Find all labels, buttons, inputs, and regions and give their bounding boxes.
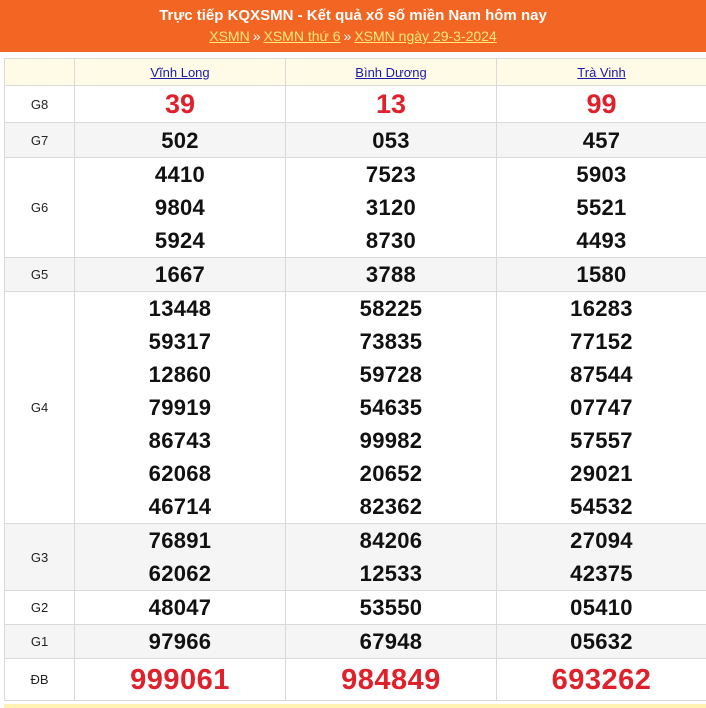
breadcrumb-separator: » xyxy=(343,28,352,44)
result-cell xyxy=(497,258,706,292)
result-cell xyxy=(497,591,706,625)
province-link-binh-duong[interactable]: Bình Dương xyxy=(355,64,427,80)
province-link-vinh-long[interactable]: Vĩnh Long xyxy=(150,64,210,80)
corner-cell xyxy=(5,59,75,86)
result-number: 29021 xyxy=(570,461,633,486)
prize-row-g1 xyxy=(5,625,706,659)
result-cell xyxy=(497,158,706,258)
result-number: 48047 xyxy=(148,595,212,620)
result-number: 05632 xyxy=(570,629,633,654)
result-cell xyxy=(75,86,286,123)
result-number: 05410 xyxy=(570,595,633,620)
page-header xyxy=(0,0,706,52)
prize-row-special xyxy=(5,659,706,701)
result-cell xyxy=(286,524,497,591)
result-number: 67948 xyxy=(359,629,423,654)
result-number: 62068 xyxy=(148,461,212,486)
province-header xyxy=(75,59,286,86)
result-cell xyxy=(286,292,497,524)
result-number: 84206 xyxy=(359,528,423,553)
province-link-tra-vinh[interactable]: Trà Vinh xyxy=(577,64,626,80)
result-cell xyxy=(286,86,497,123)
result-number: 59728 xyxy=(359,362,423,387)
result-number: 39 xyxy=(164,89,196,119)
result-number: 4410 xyxy=(154,162,206,187)
result-number: 1580 xyxy=(576,262,627,287)
result-cell xyxy=(75,123,286,158)
result-cell xyxy=(75,591,286,625)
breadcrumb xyxy=(0,26,706,46)
result-number: 20652 xyxy=(359,461,423,486)
prize-label: ĐB xyxy=(5,659,75,701)
result-cell xyxy=(286,625,497,659)
result-number: 57557 xyxy=(570,428,633,453)
result-number: 07747 xyxy=(570,395,633,420)
result-number: 87544 xyxy=(570,362,633,387)
result-cell xyxy=(497,86,706,123)
result-number: 3120 xyxy=(365,195,417,220)
result-cell xyxy=(286,591,497,625)
result-number: 54635 xyxy=(359,395,423,420)
breadcrumb-link-xsmn-thu-6[interactable]: XSMN thứ 6 xyxy=(263,28,341,44)
result-number: 62062 xyxy=(148,561,212,586)
result-number: 42375 xyxy=(570,561,633,586)
prize-label: G5 xyxy=(5,258,75,292)
prize-label: G7 xyxy=(5,123,75,158)
prize-label: G2 xyxy=(5,591,75,625)
result-number: 13 xyxy=(375,89,407,119)
result-cell xyxy=(497,123,706,158)
province-header xyxy=(286,59,497,86)
breadcrumb-separator: » xyxy=(252,28,261,44)
prize-label: G8 xyxy=(5,86,75,123)
result-cell xyxy=(286,659,497,701)
prize-row-g6 xyxy=(5,158,706,258)
result-number: 77152 xyxy=(570,329,633,354)
prize-row-g8 xyxy=(5,86,706,123)
province-header xyxy=(497,59,706,86)
result-number: 3788 xyxy=(365,262,417,287)
special-prize-number: 999061 xyxy=(130,663,230,696)
prize-row-g4 xyxy=(5,292,706,524)
result-number: 46714 xyxy=(148,494,212,519)
prize-row-g3 xyxy=(5,524,706,591)
result-cell xyxy=(286,123,497,158)
results-table xyxy=(4,58,706,701)
result-number: 8730 xyxy=(365,228,417,253)
result-number: 5924 xyxy=(154,228,206,253)
result-cell xyxy=(75,625,286,659)
result-number: 54532 xyxy=(570,494,633,519)
result-cell xyxy=(75,524,286,591)
result-number: 1667 xyxy=(154,262,206,287)
result-cell xyxy=(75,158,286,258)
prize-row-g2 xyxy=(5,591,706,625)
prize-row-g5 xyxy=(5,258,706,292)
result-cell xyxy=(75,659,286,701)
result-number: 457 xyxy=(582,127,621,153)
result-number: 12533 xyxy=(359,561,423,586)
result-number: 86743 xyxy=(148,428,212,453)
prize-label: G1 xyxy=(5,625,75,659)
result-cell xyxy=(497,625,706,659)
breadcrumb-link-xsmn-date[interactable]: XSMN ngày 29-3-2024 xyxy=(354,28,497,44)
result-number: 5903 xyxy=(576,162,627,187)
result-number: 53550 xyxy=(359,595,423,620)
result-number: 79919 xyxy=(148,395,212,420)
result-cell xyxy=(497,659,706,701)
result-cell xyxy=(286,258,497,292)
result-number: 7523 xyxy=(365,162,417,187)
result-number: 27094 xyxy=(570,528,633,553)
result-number: 82362 xyxy=(359,494,423,519)
result-number: 59317 xyxy=(148,329,212,354)
result-number: 73835 xyxy=(359,329,423,354)
special-prize-number: 984849 xyxy=(341,663,441,696)
result-number: 99982 xyxy=(359,428,423,453)
prize-label: G4 xyxy=(5,292,75,524)
special-prize-number: 693262 xyxy=(551,663,652,696)
prize-label: G6 xyxy=(5,158,75,258)
result-number: 13448 xyxy=(148,296,212,321)
bottom-divider xyxy=(4,704,706,708)
result-number: 76891 xyxy=(148,528,212,553)
result-number: 97966 xyxy=(148,629,212,654)
result-number: 4493 xyxy=(576,228,627,253)
result-number: 9804 xyxy=(154,195,206,220)
result-number: 5521 xyxy=(576,195,627,220)
result-cell xyxy=(497,292,706,524)
result-cell xyxy=(286,158,497,258)
prize-label: G3 xyxy=(5,524,75,591)
result-number: 16283 xyxy=(570,296,633,321)
province-header-row xyxy=(5,59,706,86)
breadcrumb-link-xsmn[interactable]: XSMN xyxy=(209,28,250,44)
result-number: 99 xyxy=(586,89,617,119)
result-cell xyxy=(75,292,286,524)
result-number: 12860 xyxy=(148,362,212,387)
result-number: 58225 xyxy=(359,296,423,321)
page-title: Trực tiếp KQXSMN - Kết quả xổ số miền Nam hôm nay xyxy=(159,7,547,24)
prize-row-g7 xyxy=(5,123,706,158)
result-cell xyxy=(497,524,706,591)
result-cell xyxy=(75,258,286,292)
result-number: 053 xyxy=(372,127,410,153)
result-number: 502 xyxy=(161,127,199,153)
